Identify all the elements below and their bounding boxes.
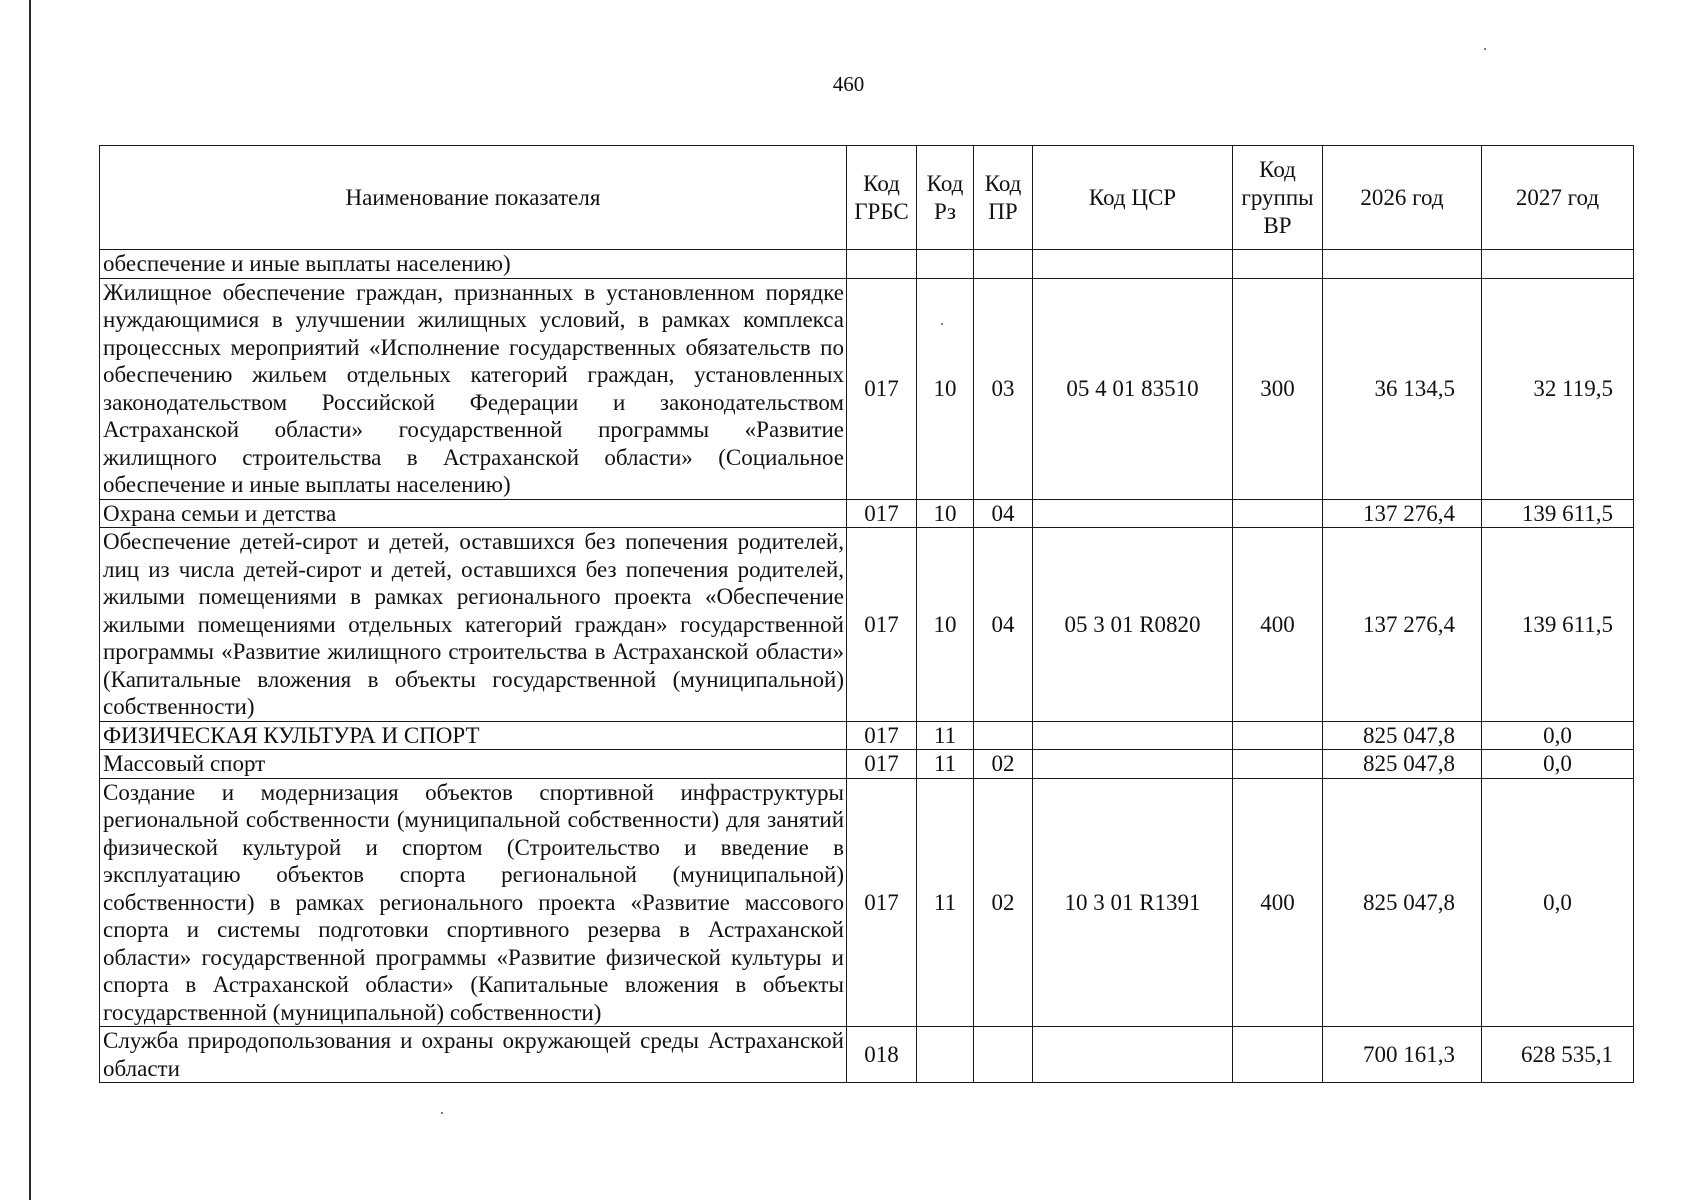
header-2027: 2027 год	[1482, 146, 1634, 250]
row-rz: 11	[917, 721, 974, 750]
header-rz: Код Рз	[917, 146, 974, 250]
table-row	[100, 278, 1634, 499]
table-row	[100, 250, 1634, 279]
row-vr	[1233, 721, 1323, 750]
row-grbs: 017	[847, 528, 917, 722]
table-row	[100, 750, 1634, 779]
row-grbs: 017	[847, 721, 917, 750]
row-csr: 10 3 01 R1391	[1033, 778, 1233, 1027]
row-pr: 02	[974, 778, 1033, 1027]
binding-line	[29, 0, 31, 1200]
row-csr	[1033, 1027, 1233, 1083]
table-row	[100, 1027, 1634, 1083]
row-name: Создание и модернизация объектов спортивной инфраструктуры региональной собственности (муниципальной собственности) для занятий физической культурой и спортом (Строительство и введение в эксплуатацию объектов спорта региональной (муниципальной) собственности) в рамках регионального проекта «Развитие массового спорта и системы подготовки спортивного резерва в Астраханской области» государственной программы «Развитие физической культуры и спорта в Астраханской области» (Капитальные вложения в объекты государственной (муниципальной) собственности)	[100, 778, 847, 1027]
row-2027: 32 119,5	[1482, 278, 1634, 499]
row-vr: 400	[1233, 778, 1323, 1027]
row-grbs: 017	[847, 778, 917, 1027]
row-vr	[1233, 499, 1323, 528]
page-number: 460	[832, 72, 865, 96]
row-pr: 04	[974, 528, 1033, 722]
row-rz	[917, 1027, 974, 1083]
row-2027	[1482, 250, 1634, 279]
table-row	[100, 499, 1634, 528]
row-csr: 05 3 01 R0820	[1033, 528, 1233, 722]
row-pr	[974, 250, 1033, 279]
row-pr	[974, 1027, 1033, 1083]
scan-speck	[441, 1112, 443, 1114]
row-vr: 400	[1233, 528, 1323, 722]
row-pr	[974, 721, 1033, 750]
budget-table	[99, 145, 1634, 1083]
row-grbs: 017	[847, 750, 917, 779]
row-csr	[1033, 499, 1233, 528]
row-grbs	[847, 250, 917, 279]
row-rz: 11	[917, 778, 974, 1027]
row-name: обеспечение и иные выплаты населению)	[100, 250, 847, 279]
header-pr: Код ПР	[974, 146, 1033, 250]
row-vr	[1233, 1027, 1323, 1083]
row-rz: 10	[917, 499, 974, 528]
table-row	[100, 721, 1634, 750]
row-2027: 0,0	[1482, 750, 1634, 779]
row-2026: 700 161,3	[1323, 1027, 1482, 1083]
row-name: Жилищное обеспечение граждан, признанных в установленном порядке нуждающимися в улучшении жилищных условий, в рамках комплекса процессных мероприятий «Исполнение государственных обязательств по обеспечению жильем отдельных категорий граждан, установленных законодательством Российской Федерации и законодательством Астраханской области» государственной программы «Развитие жилищного строительства в Астраханской области» (Социальное обеспечение и иные выплаты населению)	[100, 278, 847, 499]
table-row	[100, 528, 1634, 722]
row-pr: 02	[974, 750, 1033, 779]
header-2026: 2026 год	[1323, 146, 1482, 250]
header-csr: Код ЦСР	[1033, 146, 1233, 250]
row-csr	[1033, 750, 1233, 779]
header-vr: Код группы ВР	[1233, 146, 1323, 250]
row-rz: 10	[917, 528, 974, 722]
row-rz: 11	[917, 750, 974, 779]
row-vr	[1233, 750, 1323, 779]
row-name: ФИЗИЧЕСКАЯ КУЛЬТУРА И СПОРТ	[100, 721, 847, 750]
row-2027: 0,0	[1482, 778, 1634, 1027]
row-2026: 825 047,8	[1323, 721, 1482, 750]
row-2026: 825 047,8	[1323, 778, 1482, 1027]
row-grbs: 018	[847, 1027, 917, 1083]
row-rz	[917, 250, 974, 279]
row-2026	[1323, 250, 1482, 279]
header-grbs: Код ГРБС	[847, 146, 917, 250]
row-name: Обеспечение детей-сирот и детей, оставшихся без попечения родителей, лиц из числа детей-сирот и детей, оставшихся без попечения родителей, жилыми помещениями в рамках регионального проекта «Обеспечение жилыми помещениями отдельных категорий граждан» государственной программы «Развитие жилищного строительства в Астраханской области» (Капитальные вложения в объекты государственной (муниципальной) собственности)	[100, 528, 847, 722]
row-csr: 05 4 01 83510	[1033, 278, 1233, 499]
scan-speck	[1484, 48, 1486, 50]
row-csr	[1033, 250, 1233, 279]
row-csr	[1033, 721, 1233, 750]
row-name: Охрана семьи и детства	[100, 499, 847, 528]
row-2027: 628 535,1	[1482, 1027, 1634, 1083]
row-name: Массовый спорт	[100, 750, 847, 779]
row-rz: 10	[917, 278, 974, 499]
row-name: Служба природопользования и охраны окружающей среды Астраханской области	[100, 1027, 847, 1083]
row-2026: 137 276,4	[1323, 499, 1482, 528]
row-2026: 137 276,4	[1323, 528, 1482, 722]
row-2027: 0,0	[1482, 721, 1634, 750]
row-pr: 03	[974, 278, 1033, 499]
table-row	[100, 778, 1634, 1027]
row-grbs: 017	[847, 499, 917, 528]
header-name: Наименование показателя	[100, 146, 847, 250]
row-2027: 139 611,5	[1482, 528, 1634, 722]
row-grbs: 017	[847, 278, 917, 499]
row-vr: 300	[1233, 278, 1323, 499]
row-2026: 825 047,8	[1323, 750, 1482, 779]
table-header-row	[100, 146, 1634, 250]
row-2027: 139 611,5	[1482, 499, 1634, 528]
row-2026: 36 134,5	[1323, 278, 1482, 499]
row-pr: 04	[974, 499, 1033, 528]
row-vr	[1233, 250, 1323, 279]
